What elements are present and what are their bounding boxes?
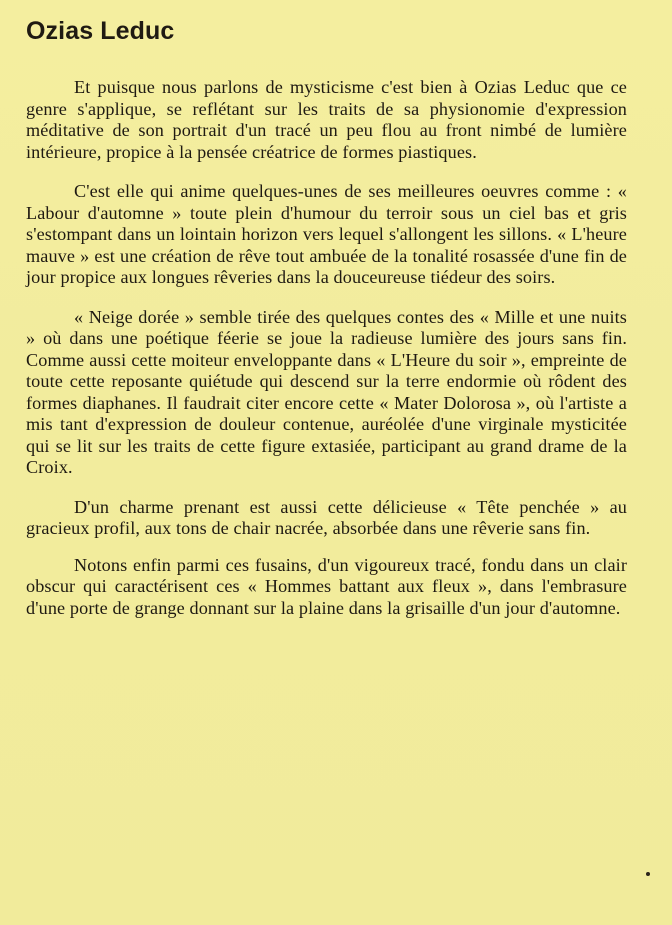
page-mark <box>646 872 650 876</box>
paragraph-4: D'un charme prenant est aussi cette délicieuse « Tête penchée » au gracieux profil, aux tons de chair nacrée, absorbée dans une rêverie sans fin. <box>26 496 627 538</box>
document-title: Ozias Leduc <box>26 17 175 45</box>
paragraph-5: Notons enfin parmi ces fusains, d'un vigoureux tracé, fondu dans un clair obscur qui caractérisent ces « Hommes battant aux fleux », dans l'embrasure d'une porte de grange donnant sur la plaine dans la grisaille d'un jour d'automne. <box>26 554 627 618</box>
paragraph-1: Et puisque nous parlons de mysticisme c'est bien à Ozias Leduc que ce genre s'applique, se reflétant sur les traits de sa physionomie d'expression méditative de son portrait d'un tracé un peu flou au front nimbé de lumière intérieure, propice à la pensée créatrice de formes piastiques. <box>26 77 627 162</box>
paragraph-2: C'est elle qui anime quelques-unes de ses meilleures oeuvres comme : « Labour d'automne » toute plein d'humour du terroir sous un ciel bas et gris s'estompant dans un lointain horizon vers lequel s'allongent les sillons. « L'heure mauve » est une création de rêve tout ambuée de la tonalité rosassée d'une fin de jour propice aux longues rêveries dans la douceureuse tiédeur des soirs. <box>26 181 627 287</box>
paragraph-3: « Neige dorée » semble tirée des quelques contes des « Mille et une nuits » où dans une poétique féerie se joue la radieuse lumière des jours sans fin. Comme aussi cette moiteur enveloppante dans « L'Heure du soir », empreinte de toute cette reposante quiétude qui descend sur la terre endormie où rôdent des formes diaphanes. Il faudrait citer encore cette « Mater Dolorosa », où l'artiste a mis tant d'expression de douleur contenue, auréolée d'une virginale mysticitée qui se lit sur les traits de cette figure extasiée, participant au grand drame de la Croix. <box>26 306 627 477</box>
document-body <box>26 77 627 619</box>
